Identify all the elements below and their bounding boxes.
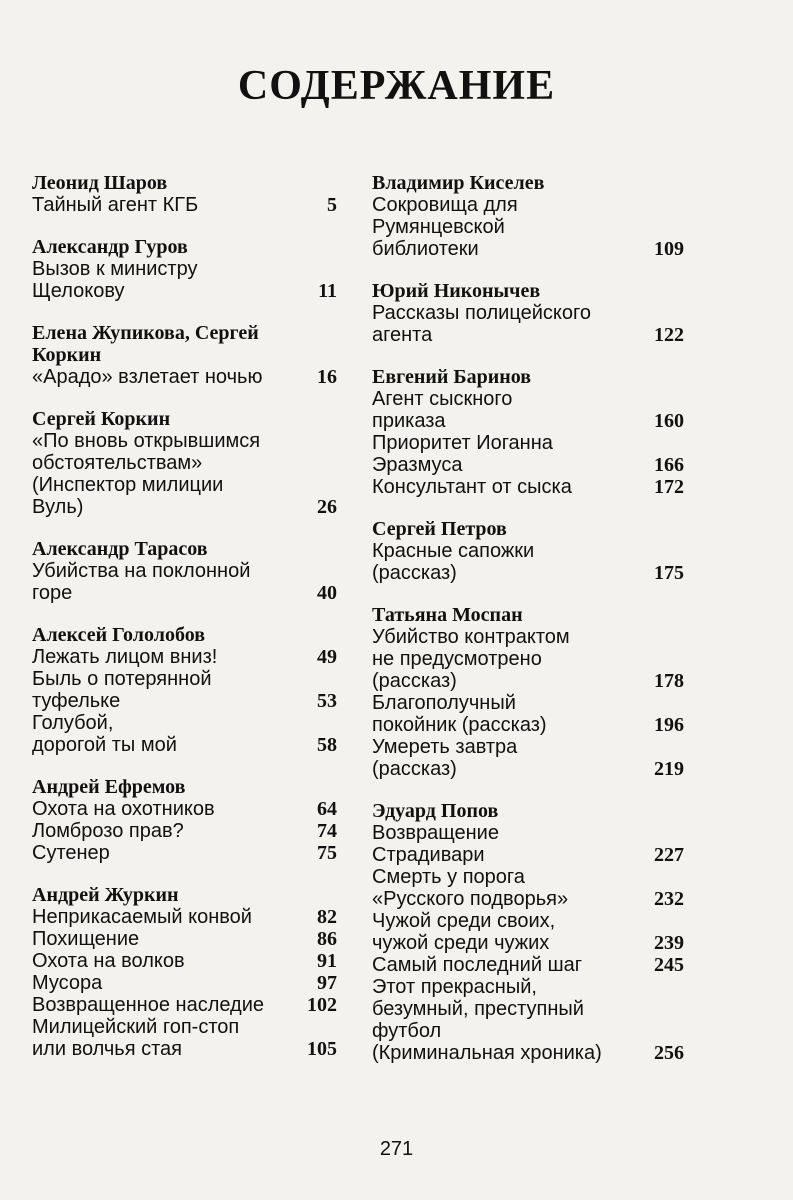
entry-page-number: 64: [317, 798, 337, 820]
entry-title: Охота на волков: [32, 950, 185, 972]
toc-entry: [32, 972, 337, 994]
author-name: Сергей Петров: [372, 518, 507, 540]
toc-entry: [32, 646, 337, 668]
toc-entry: [372, 822, 684, 866]
entry-page-number: 122: [654, 324, 684, 346]
toc-entry: [32, 430, 337, 518]
author-name: Александр Тарасов: [32, 538, 208, 560]
toc-entry: [372, 736, 684, 780]
entry-title: Рассказы полицейского агента: [372, 302, 591, 346]
author-name: Андрей Журкин: [32, 884, 179, 906]
entry-page-number: 11: [318, 280, 337, 302]
author-name: Владимир Киселев: [372, 172, 545, 194]
entry-page-number: 53: [317, 690, 337, 712]
toc-entry: [372, 540, 684, 584]
entry-page-number: 82: [317, 906, 337, 928]
page-number: 271: [379, 1138, 414, 1160]
entry-page-number: 97: [317, 972, 337, 994]
entry-title: Неприкасаемый конвой: [32, 906, 252, 928]
toc-entry: [32, 950, 337, 972]
toc-entry: [32, 258, 337, 302]
entry-page-number: 109: [654, 238, 684, 260]
entry-page-number: 58: [317, 734, 337, 756]
entry-title: Похищение: [32, 928, 140, 950]
entry-page-number: 160: [654, 410, 684, 432]
toc-entry: [32, 712, 337, 756]
toc-section: [32, 884, 337, 1060]
entry-title: Быль о потерянной туфельке: [32, 668, 212, 712]
entry-page-number: 219: [654, 758, 684, 780]
toc-entry: [32, 928, 337, 950]
entry-page-number: 166: [654, 454, 684, 476]
toc-entry: [372, 476, 684, 498]
toc-section: [32, 624, 337, 756]
entry-page-number: 256: [654, 1042, 684, 1064]
entry-title: «По вновь открывшимся обстоятельствам» (Инспектор милиции Вуль): [32, 430, 261, 518]
entry-title: Охота на охотников: [32, 798, 215, 820]
entry-title: Убийства на поклонной горе: [32, 560, 251, 604]
toc-entry: [372, 432, 684, 476]
toc-section: [32, 322, 337, 388]
toc-section: [372, 280, 684, 346]
entry-title: «Арадо» взлетает ночью: [32, 366, 263, 388]
toc-section: [32, 236, 337, 302]
entry-page-number: 105: [307, 1038, 337, 1060]
entry-page-number: 232: [654, 888, 684, 910]
entry-page-number: 91: [317, 950, 337, 972]
page-title: СОДЕРЖАНИЕ: [237, 63, 556, 109]
toc-entry: [372, 692, 684, 736]
author-name: Татьяна Моспан: [372, 604, 523, 626]
toc-entry: [372, 866, 684, 910]
entry-title: Ломброзо прав?: [32, 820, 184, 842]
entry-page-number: 75: [317, 842, 337, 864]
toc-section: [372, 800, 684, 1064]
author-name: Алексей Гололобов: [32, 624, 206, 646]
toc-section: [32, 776, 337, 864]
toc-right-column: [372, 172, 684, 1084]
author-name: Андрей Ефремов: [32, 776, 186, 798]
toc-entry: [32, 668, 337, 712]
author-name: Александр Гуров: [32, 236, 188, 258]
author-name: Эдуард Попов: [372, 800, 499, 822]
entry-title: Возвращенное наследие: [32, 994, 265, 1016]
toc-section: [372, 366, 684, 498]
entry-title: Сутенер: [32, 842, 110, 864]
entry-title: Милицейский гоп-стоп или волчья стая: [32, 1016, 240, 1060]
toc-entry: [32, 842, 337, 864]
entry-page-number: 196: [654, 714, 684, 736]
author-name: Юрий Никонычев: [372, 280, 541, 302]
toc-section: [372, 604, 684, 780]
toc-section: [372, 172, 684, 260]
entry-title: Этот прекрасный, безумный, преступный футбол (Криминальная хроника): [372, 976, 602, 1064]
entry-title: Убийство контрактом не предусмотрено (рассказ): [372, 626, 570, 692]
author-name: Сергей Коркин: [32, 408, 171, 430]
toc-entry: [372, 388, 684, 432]
author-name: Евгений Баринов: [372, 366, 532, 388]
entry-title: Чужой среди своих, чужой среди чужих: [372, 910, 556, 954]
entry-title: Сокровища для Румянцевской библиотеки: [372, 194, 518, 260]
entry-page-number: 245: [654, 954, 684, 976]
entry-page-number: 5: [327, 194, 337, 216]
entry-page-number: 227: [654, 844, 684, 866]
toc-entry: [32, 560, 337, 604]
toc-entry: [32, 1016, 337, 1060]
entry-page-number: 172: [654, 476, 684, 498]
author-name: Елена Жупикова, Сергей Коркин: [32, 322, 259, 366]
entry-page-number: 178: [654, 670, 684, 692]
entry-page-number: 239: [654, 932, 684, 954]
entry-title: Консультант от сыска: [372, 476, 572, 498]
entry-title: Агент сыскного приказа: [372, 388, 513, 432]
toc-section: [32, 408, 337, 518]
entry-title: Тайный агент КГБ: [32, 194, 199, 216]
toc-entry: [372, 302, 684, 346]
entry-page-number: 102: [307, 994, 337, 1016]
toc-entry: [372, 910, 684, 954]
entry-title: Самый последний шаг: [372, 954, 583, 976]
entry-title: Приоритет Иоганна Эразмуса: [372, 432, 553, 476]
entry-page-number: 74: [317, 820, 337, 842]
entry-page-number: 26: [317, 496, 337, 518]
entry-title: Возвращение Страдивари: [372, 822, 499, 866]
entry-page-number: 16: [317, 366, 337, 388]
toc-entry: [32, 994, 337, 1016]
toc-entry: [372, 194, 684, 260]
entry-title: Вызов к министру Щелокову: [32, 258, 198, 302]
toc-entry: [32, 366, 337, 388]
entry-title: Голубой, дорогой ты мой: [32, 712, 177, 756]
toc-entry: [372, 976, 684, 1064]
toc-left-column: [32, 172, 337, 1080]
entry-page-number: 40: [317, 582, 337, 604]
entry-title: Красные сапожки (рассказ): [372, 540, 535, 584]
toc-section: [372, 518, 684, 584]
entry-page-number: 86: [317, 928, 337, 950]
toc-entry: [32, 798, 337, 820]
toc-entry: [372, 954, 684, 976]
author-name: Леонид Шаров: [32, 172, 168, 194]
entry-title: Благополучный покойник (рассказ): [372, 692, 547, 736]
toc-entry: [32, 820, 337, 842]
entry-page-number: 175: [654, 562, 684, 584]
entry-title: Мусора: [32, 972, 103, 994]
toc-entry: [32, 906, 337, 928]
entry-title: Лежать лицом вниз!: [32, 646, 218, 668]
entry-title: Смерть у порога «Русского подворья»: [372, 866, 569, 910]
entry-page-number: 49: [317, 646, 337, 668]
toc-section: [32, 172, 337, 216]
entry-title: Умереть завтра (рассказ): [372, 736, 518, 780]
toc-entry: [32, 194, 337, 216]
toc-entry: [372, 626, 684, 692]
toc-section: [32, 538, 337, 604]
